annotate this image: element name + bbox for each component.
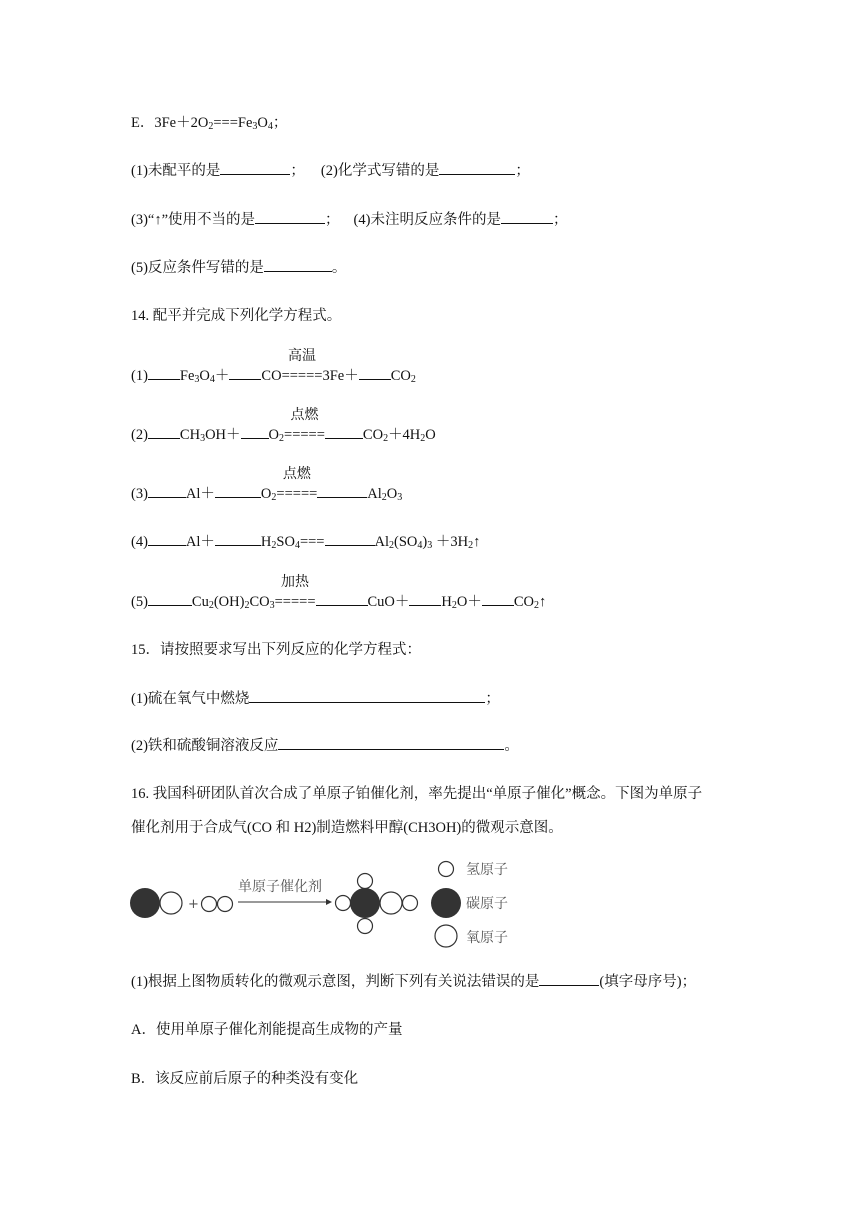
answer-blank[interactable] bbox=[255, 210, 325, 224]
coefficient-blank[interactable] bbox=[215, 484, 261, 498]
reaction-condition: 点燃 ===== bbox=[284, 408, 325, 443]
reaction-condition: 点燃 ===== bbox=[276, 467, 318, 502]
diagram-svg bbox=[128, 856, 528, 952]
eq-number: (5) bbox=[131, 594, 148, 610]
oxygen-atom bbox=[380, 892, 402, 914]
coefficient-blank[interactable] bbox=[241, 425, 269, 439]
legend-hydrogen-icon bbox=[439, 862, 454, 877]
answer-blank[interactable] bbox=[501, 210, 553, 224]
q14-equation-3: (3) $Al+ O_2$ 点燃 ===== $Al_2O_3$ bbox=[131, 467, 403, 503]
q16-option-b: B．该反应前后原子的种类没有变化 bbox=[131, 1071, 359, 1087]
q16-q1-label: (1)根据上图物质转化的微观示意图，判断下列有关说法错误的是 bbox=[131, 974, 540, 990]
q15-question-2: (2)铁和硫酸铜溶液反应 。 bbox=[131, 738, 519, 754]
coefficient-blank[interactable] bbox=[316, 592, 368, 606]
arrow-label: 单原子催化剂 bbox=[238, 879, 322, 895]
punct: ； bbox=[325, 212, 340, 228]
q13-q1-label: (1)未配平的是 bbox=[131, 163, 221, 179]
hydrogen-atom bbox=[403, 896, 418, 911]
coefficient-blank[interactable] bbox=[229, 366, 261, 380]
formula: CO bbox=[261, 368, 282, 384]
q15-question-1: (1)硫在氧气中燃烧 ； bbox=[131, 691, 500, 707]
coefficient-blank[interactable] bbox=[325, 425, 363, 439]
q16-option-a: A．使用单原子催化剂能提高生成物的产量 bbox=[131, 1022, 403, 1038]
q13-question-5 bbox=[131, 258, 346, 278]
q13-q5-label: (5)反应条件写错的是 bbox=[131, 260, 264, 276]
eq-number: (1) bbox=[131, 368, 148, 384]
coefficient-blank[interactable] bbox=[148, 484, 186, 498]
arrow-head-icon bbox=[326, 899, 332, 905]
item-e-prefix: E．3Fe＋2O bbox=[131, 115, 209, 131]
answer-blank[interactable] bbox=[539, 972, 599, 986]
legend-label: 氧原子 bbox=[466, 930, 508, 946]
q13-q2-label: (2)化学式写错的是 bbox=[320, 163, 440, 179]
q14-equation-5: (5) $Cu_2(OH)_2CO_3$ 加热 ===== $CuO+ H_2O+$ $CO_2↑$ bbox=[131, 575, 547, 611]
coefficient-blank[interactable] bbox=[148, 532, 186, 546]
hydrogen-atom bbox=[358, 919, 373, 934]
hydrogen-atom bbox=[202, 897, 217, 912]
q14-equation-1: (1) $Fe_3O_4+$ CO 高温 $=====3Fe+ CO_2$ bbox=[131, 349, 416, 385]
q14-equation-2: (2) $CH_3OH+ O_2$ 点燃 ===== $CO_2+4H_2O$ bbox=[131, 408, 436, 444]
eq-number: (3) bbox=[131, 486, 148, 502]
answer-blank[interactable] bbox=[439, 161, 515, 175]
subscript: 3 bbox=[252, 121, 258, 132]
item-e-end: ； bbox=[272, 115, 288, 131]
oxygen-atom bbox=[160, 892, 182, 914]
q16-question-1: (1)根据上图物质转化的微观示意图，判断下列有关说法错误的是 (填字母序号)； bbox=[131, 974, 697, 990]
carbon-atom bbox=[350, 888, 380, 918]
q15-q1-label: (1)硫在氧气中燃烧 bbox=[131, 691, 250, 707]
subscript: 4 bbox=[267, 121, 273, 132]
coefficient-blank[interactable] bbox=[148, 592, 192, 606]
carbon-atom bbox=[130, 888, 160, 918]
answer-blank[interactable] bbox=[249, 689, 485, 703]
punct: ； bbox=[290, 163, 305, 179]
item-e-o: O bbox=[257, 115, 268, 131]
item-e-mid: ===Fe bbox=[213, 115, 253, 131]
subscript: 2 bbox=[208, 121, 214, 132]
q14-title: 14. 配平并完成下列化学方程式。 bbox=[131, 308, 342, 324]
q13-questions-3-4 bbox=[131, 210, 567, 230]
hydrogen-atom bbox=[358, 874, 373, 889]
plus-sign: + bbox=[188, 897, 199, 912]
q15-q2-label: (2)铁和硫酸铜溶液反应 bbox=[131, 738, 279, 754]
coefficient-blank[interactable] bbox=[148, 425, 180, 439]
hydrogen-atom bbox=[336, 896, 351, 911]
q15-title: 15．请按照要求写出下列反应的化学方程式： bbox=[131, 642, 421, 658]
eq-number: (4) bbox=[131, 534, 148, 550]
coefficient-blank[interactable] bbox=[482, 592, 514, 606]
reaction-condition: 高温 ===== bbox=[281, 349, 323, 384]
q16-title-line-2: 催化剂用于合成气(CO 和 H2)制造燃料甲醇(CH3OH)的微观示意图。 bbox=[131, 820, 563, 836]
hydrogen-atom bbox=[218, 897, 233, 912]
formula: Fe bbox=[179, 368, 195, 384]
answer-blank[interactable] bbox=[264, 258, 332, 272]
q16-title-line-1: 16. 我国科研团队首次合成了单原子铂催化剂，率先提出“单原子催化”概念。下图为单原子 bbox=[131, 786, 703, 802]
q13-item-e bbox=[131, 113, 287, 133]
legend-oxygen-icon bbox=[435, 925, 457, 947]
coefficient-blank[interactable] bbox=[409, 592, 441, 606]
eq-number: (2) bbox=[131, 427, 148, 443]
legend-carbon-icon bbox=[431, 888, 461, 918]
answer-blank[interactable] bbox=[278, 736, 504, 750]
coefficient-blank[interactable] bbox=[317, 484, 367, 498]
coefficient-blank[interactable] bbox=[325, 532, 375, 546]
punct: 。 bbox=[331, 260, 347, 276]
punct: ； bbox=[515, 163, 530, 179]
legend-label: 碳原子 bbox=[466, 896, 508, 912]
coefficient-blank[interactable] bbox=[359, 366, 391, 380]
q13-q3-label: (3)“↑”使用不当的是 bbox=[131, 212, 256, 228]
answer-blank[interactable] bbox=[220, 161, 290, 175]
q13-q4-label: (4)未注明反应条件的是 bbox=[353, 212, 501, 228]
legend-label: 氢原子 bbox=[466, 862, 508, 878]
coefficient-blank[interactable] bbox=[215, 532, 261, 546]
reaction-micro-diagram bbox=[128, 856, 528, 952]
q14-equation-4: (4) $Al+ H_2SO_4=== Al_2(SO_4)_3$ $+3H_2↑$ bbox=[131, 534, 481, 551]
reaction-condition: 加热 ===== bbox=[274, 575, 316, 610]
q13-questions-1-2 bbox=[131, 161, 530, 181]
punct: ； bbox=[552, 212, 568, 228]
coefficient-blank[interactable] bbox=[148, 366, 180, 380]
